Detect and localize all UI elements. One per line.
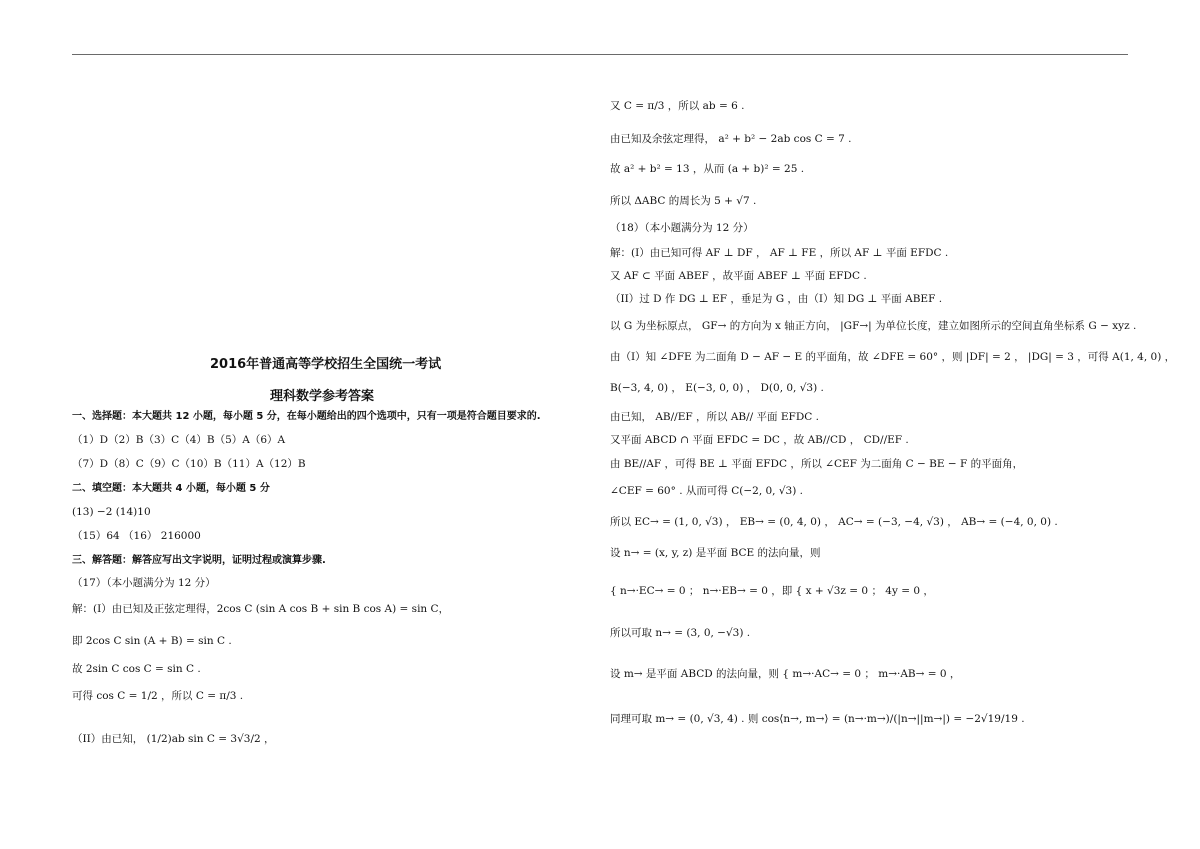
solution-line: 可得 cos C = 1/2 ，所以 C = π/3 . <box>72 690 244 702</box>
solution-line: （II）过 D 作 DG ⊥ EF ，垂足为 G ，由（I）知 DG ⊥ 平面 ABEF . <box>610 293 943 305</box>
solution-line: 故 a² + b² = 13 ，从而 (a + b)² = 25 . <box>610 163 805 175</box>
section-heading: 三、解答题：解答应写出文字说明，证明过程或演算步骤. <box>72 555 326 566</box>
solution-line: 所以 EC→ = (1, 0, √3) ， EB→ = (0, 4, 0) ， AC→ = (−3, −4, √3) ， AB→ = (−4, 0, 0) . <box>610 516 1058 528</box>
solution-line: 解：(I）由已知及正弦定理得，2cos C (sin A cos B + sin B cos A) = sin C， <box>72 603 450 615</box>
solution-line: 又 AF ⊂ 平面 ABEF ，故平面 ABEF ⊥ 平面 EFDC . <box>610 270 867 282</box>
solution-line: 又平面 ABCD ∩ 平面 EFDC = DC ，故 AB//CD ， CD//EF . <box>610 434 909 446</box>
solution-line: 设 m→ 是平面 ABCD 的法向量，则 { m→·AC→ = 0 ； m→·AB→ = 0 ， <box>610 668 961 680</box>
solution-line: 所以 ΔABC 的周长为 5 + √7 . <box>610 195 757 207</box>
solution-line: 故 2sin C cos C = sin C . <box>72 663 201 675</box>
solution-line: 由 BE//AF ，可得 BE ⊥ 平面 EFDC ，所以 ∠CEF 为二面角 C − BE − F 的平面角， <box>610 458 1024 470</box>
solution-line: 由已知， AB//EF ，所以 AB// 平面 EFDC . <box>610 411 819 423</box>
solution-line: 所以可取 n→ = (3, 0, −√3) . <box>610 627 751 639</box>
solution-line: 以 G 为坐标原点， GF→ 的方向为 x 轴正方向， |GF→| 为单位长度，建立如图所示的空间直角坐标系 G − xyz . <box>610 320 1137 332</box>
answer-line: （7）D（8）C（9）C（10）B（11）A（12）B <box>72 458 306 470</box>
solution-line: 同理可取 m→ = (0, √3, 4) . 则 cos⟨n→, m→⟩ = (n→·m→)/(|n→||m→|) = −2√19/19 . <box>610 713 1025 725</box>
solution-line: 又 C = π/3 ，所以 ab = 6 . <box>610 100 745 112</box>
solution-line: 即 2cos C sin (A + B) = sin C . <box>72 635 232 647</box>
section-heading: 二、填空题：本大题共 4 小题，每小题 5 分 <box>72 483 270 494</box>
answer-line: （15）64 （16） 216000 <box>72 530 201 542</box>
solution-line: ∠CEF = 60° . 从而可得 C(−2, 0, √3) . <box>610 485 803 497</box>
doc-subtitle: 理科数学参考答案 <box>270 389 375 404</box>
solution-line: B(−3, 4, 0) ， E(−3, 0, 0) ， D(0, 0, √3) . <box>610 382 824 394</box>
problem-heading: （18）（本小题满分为 12 分） <box>610 222 754 234</box>
solution-line: 由已知及余弦定理得， a² + b² − 2ab cos C = 7 . <box>610 133 852 145</box>
solution-line: （II）由已知， (1/2)ab sin C = 3√3/2 ， <box>72 733 275 745</box>
solution-line: 设 n→ = (x, y, z) 是平面 BCE 的法向量，则 <box>610 547 821 559</box>
solution-line: 由（I）知 ∠DFE 为二面角 D − AF − E 的平面角，故 ∠DFE = 60° ，则 |DF| = 2 ， |DG| = 3 ，可得 A(1, 4, 0) ， <box>610 351 1176 363</box>
solution-line: { n→·EC→ = 0 ； n→·EB→ = 0 ，即 { x + √3z = 0 ； 4y = 0 ， <box>610 585 934 597</box>
right-column <box>610 0 1176 849</box>
answer-line: （1）D（2）B（3）C（4）B（5）A（6）A <box>72 434 286 446</box>
left-column <box>72 0 592 849</box>
solution-line: 解：(I）由已知可得 AF ⊥ DF ， AF ⊥ FE ，所以 AF ⊥ 平面 EFDC . <box>610 247 949 259</box>
doc-title: 2016年普通高等学校招生全国统一考试 <box>210 357 442 372</box>
problem-heading: （17）（本小题满分为 12 分） <box>72 577 216 589</box>
section-heading: 一、选择题：本大题共 12 小题，每小题 5 分，在每小题给出的四个选项中，只有一项是符合题目要求的. <box>72 411 541 422</box>
answer-line: (13) −2 (14)10 <box>72 506 151 518</box>
